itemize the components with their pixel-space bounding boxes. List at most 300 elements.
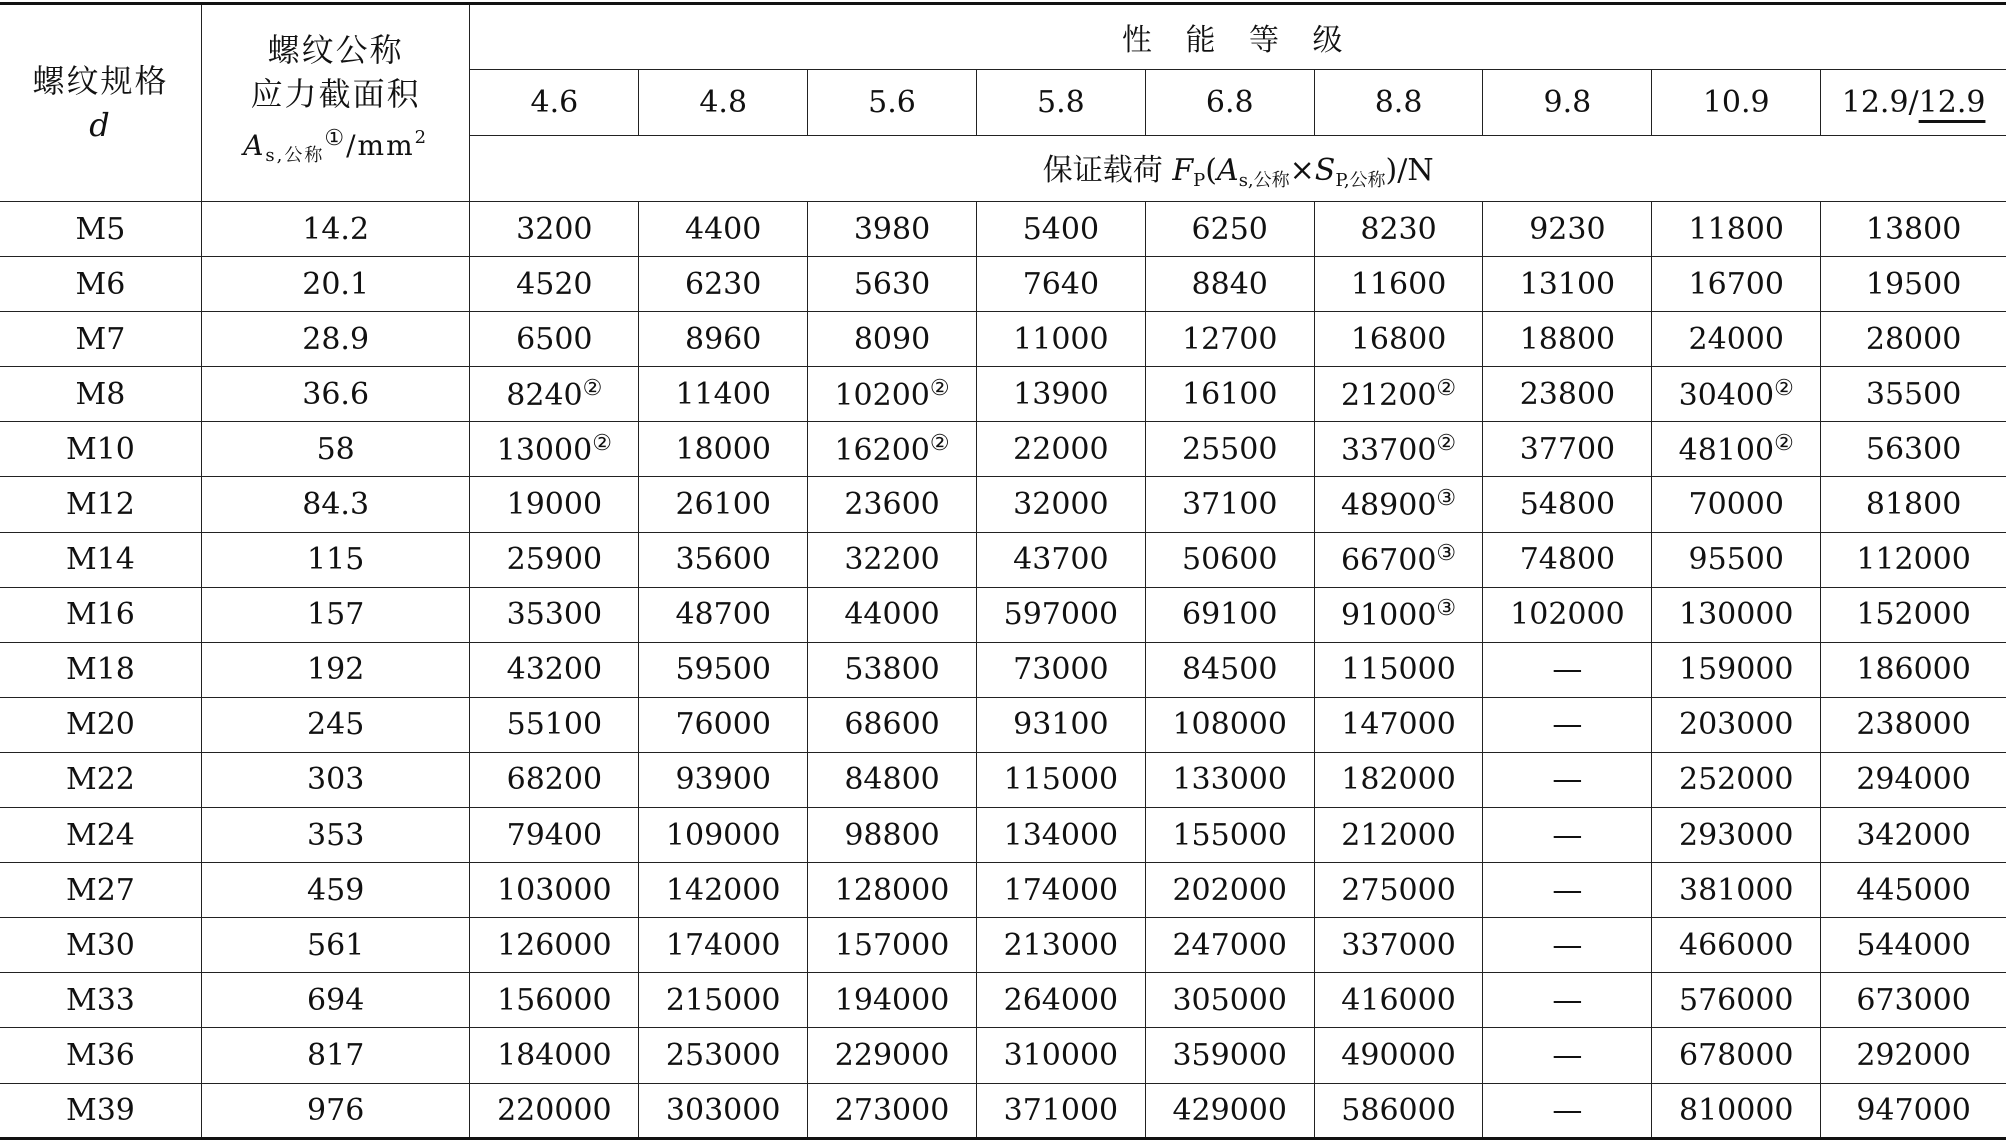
proof-load-cell — [470, 367, 639, 422]
proof-load-value: 229000 — [834, 1037, 950, 1073]
footnote-marker: ② — [1774, 430, 1794, 456]
proof-load-cell — [1483, 918, 1652, 973]
proof-load-value: 53800 — [844, 652, 940, 688]
proof-load-value: 305000 — [1172, 982, 1287, 1018]
proof-load-value: 59500 — [675, 652, 771, 688]
proof-load-value: 294000 — [1856, 762, 1971, 798]
proof-load-value: 186000 — [1856, 652, 1971, 688]
proof-load-cell — [1145, 257, 1314, 312]
proof-load-cell — [639, 257, 808, 312]
proof-load-value: 48900 — [1340, 488, 1437, 524]
proof-load-value: 212000 — [1341, 817, 1456, 853]
proof-load-cell — [639, 587, 808, 642]
proof-load-value: 13800 — [1865, 211, 1962, 247]
proof-load-cell — [1145, 1083, 1314, 1138]
table-row — [0, 477, 2006, 532]
proof-load-cell — [1483, 477, 1652, 532]
proof-load-cell — [1821, 532, 2006, 587]
proof-load-value: 3200 — [516, 211, 593, 247]
table-body — [0, 202, 2006, 1139]
proof-load-value: 21200 — [1340, 377, 1437, 413]
proof-load-cell — [1314, 1028, 1483, 1083]
proof-load-value: 252000 — [1678, 762, 1794, 798]
proof-load-cell — [470, 752, 639, 807]
proof-load-cell — [976, 1083, 1145, 1138]
proof-load-value: 68600 — [844, 707, 940, 743]
proof-load-cell — [1821, 422, 2006, 477]
proof-load-cell — [1145, 422, 1314, 477]
proof-load-cell — [639, 808, 808, 863]
stress-area-cell: 28.9 — [201, 312, 470, 367]
proof-load-value: 18000 — [675, 431, 771, 467]
proof-load-cell — [808, 752, 977, 807]
proof-load-value: 48700 — [675, 597, 771, 633]
thread-size-cell: M6 — [0, 257, 201, 312]
proof-load-cell — [470, 477, 639, 532]
proof-load-value: 359000 — [1172, 1037, 1287, 1073]
proof-load-value: — — [1552, 982, 1583, 1018]
proof-load-value: 18800 — [1519, 321, 1616, 357]
stress-area-cell: 353 — [201, 808, 470, 863]
proof-load-value: 74800 — [1519, 542, 1616, 578]
table-row — [0, 697, 2006, 752]
thread-size-cell: M22 — [0, 752, 201, 807]
proof-load-value: 8230 — [1360, 211, 1437, 247]
proof-load-cell — [976, 1028, 1145, 1083]
proof-load-cell — [1821, 587, 2006, 642]
proof-load-value: 273000 — [834, 1092, 950, 1128]
proof-load-value: 50600 — [1182, 542, 1278, 578]
proof-load-value: 4520 — [516, 266, 593, 302]
proof-load-value: 247000 — [1172, 927, 1287, 963]
proof-load-cell — [1314, 918, 1483, 973]
proof-load-value: — — [1552, 872, 1583, 908]
proof-load-cell — [1145, 752, 1314, 807]
proof-load-cell — [639, 532, 808, 587]
proof-load-cell — [976, 587, 1145, 642]
proof-load-value: 416000 — [1341, 982, 1456, 1018]
proof-load-value: 194000 — [834, 982, 950, 1018]
proof-load-value: 84800 — [844, 762, 940, 798]
proof-load-value: 4400 — [685, 211, 762, 247]
proof-load-cell — [1314, 808, 1483, 863]
proof-load-cell — [1145, 312, 1314, 367]
proof-load-cell — [1483, 532, 1652, 587]
proof-load-value: 597000 — [1003, 597, 1119, 633]
proof-load-value: 11400 — [675, 376, 771, 412]
proof-load-cell — [1145, 918, 1314, 973]
proof-load-cell — [1821, 312, 2006, 367]
table-row — [0, 312, 2006, 367]
proof-load-value: 10200 — [834, 377, 930, 413]
proof-load-value: 112000 — [1856, 542, 1971, 578]
proof-load-cell — [976, 422, 1145, 477]
proof-load-cell — [639, 367, 808, 422]
proof-load-value: 275000 — [1341, 872, 1456, 908]
thread-size-cell: M39 — [0, 1083, 201, 1138]
proof-load-value: — — [1552, 927, 1583, 963]
proof-load-value: 37700 — [1519, 431, 1616, 467]
proof-load-cell — [1821, 808, 2006, 863]
proof-load-value: 466000 — [1678, 927, 1794, 963]
proof-load-cell — [1483, 697, 1652, 752]
proof-load-value: 157000 — [834, 927, 950, 963]
stress-area-symbol: $A_{s,公称}^①/mm^2$ — [243, 126, 429, 166]
proof-load-cell — [808, 973, 977, 1028]
grade-4-8: 4.8 — [639, 70, 808, 136]
stress-area-cell: 192 — [201, 642, 470, 697]
proof-load-value: 93100 — [1013, 707, 1109, 743]
proof-load-value: 79400 — [506, 817, 603, 853]
grade-12-9: 12.9/12.9 — [1821, 70, 2006, 136]
proof-load-value: 35300 — [506, 597, 603, 633]
thread-size-cell: M36 — [0, 1028, 201, 1083]
proof-load-cell — [1652, 532, 1821, 587]
proof-load-value: 8840 — [1191, 266, 1268, 302]
proof-load-value: 23600 — [844, 487, 940, 523]
footnote-marker: ③ — [1436, 541, 1457, 567]
table-row — [0, 367, 2006, 422]
proof-load-cell — [1652, 808, 1821, 863]
stress-area-label-2: 应力截面积 — [250, 75, 421, 113]
proof-load-cell — [1821, 973, 2006, 1028]
thread-size-cell: M30 — [0, 918, 201, 973]
proof-load-cell — [1483, 587, 1652, 642]
proof-load-cell — [1483, 808, 1652, 863]
proof-load-value: 174000 — [665, 927, 781, 963]
stress-area-cell: 14.2 — [201, 202, 470, 257]
proof-load-cell — [1652, 863, 1821, 918]
proof-load-cell — [1652, 752, 1821, 807]
proof-load-value: 66700 — [1340, 543, 1437, 579]
proof-load-value: 213000 — [1003, 927, 1119, 963]
proof-load-value: 93900 — [675, 762, 771, 798]
proof-load-value: 133000 — [1172, 762, 1287, 798]
proof-load-cell — [1314, 422, 1483, 477]
proof-load-cell — [639, 1028, 808, 1083]
table-row — [0, 918, 2006, 973]
proof-load-cell — [1652, 312, 1821, 367]
stress-area-cell: 20.1 — [201, 257, 470, 312]
proof-load-value: — — [1552, 1092, 1583, 1128]
proof-load-value: 24000 — [1688, 321, 1784, 357]
proof-load-value: 16700 — [1688, 266, 1784, 302]
proof-load-value: 156000 — [497, 982, 612, 1018]
stress-area-cell: 561 — [201, 918, 470, 973]
proof-load-value: 44000 — [844, 597, 940, 633]
proof-load-cell — [1821, 752, 2006, 807]
proof-load-cell — [976, 808, 1145, 863]
table-row — [0, 863, 2006, 918]
proof-load-value: 35500 — [1865, 376, 1962, 412]
grade-title: 性 能 等 级 — [470, 4, 2006, 70]
proof-load-value: 147000 — [1341, 707, 1456, 743]
proof-load-cell — [470, 918, 639, 973]
stress-area-header — [201, 4, 470, 202]
proof-load-cell — [1821, 202, 2006, 257]
proof-load-value: 76000 — [675, 707, 771, 743]
proof-load-cell — [470, 312, 639, 367]
proof-load-cell — [808, 1028, 977, 1083]
proof-load-cell — [1483, 973, 1652, 1028]
proof-load-cell — [639, 973, 808, 1028]
proof-load-caption: 保证载荷 $F_P(A_{s,公称}\times S_{P,公称})/N$ — [470, 136, 2006, 202]
proof-load-value: 220000 — [497, 1092, 612, 1128]
proof-load-cell — [1145, 642, 1314, 697]
proof-load-value: 11000 — [1013, 321, 1109, 357]
grade-8-8: 8.8 — [1314, 70, 1483, 136]
proof-load-value: 810000 — [1678, 1092, 1794, 1128]
proof-load-cell — [976, 752, 1145, 807]
proof-load-value: 43700 — [1013, 542, 1109, 578]
proof-load-value: 128000 — [834, 872, 950, 908]
proof-load-value: 54800 — [1519, 487, 1616, 523]
proof-load-cell — [470, 422, 639, 477]
thread-size-cell: M20 — [0, 697, 201, 752]
proof-load-value: 19000 — [506, 487, 603, 523]
proof-load-cell — [976, 697, 1145, 752]
proof-load-cell — [639, 697, 808, 752]
proof-load-cell — [1145, 697, 1314, 752]
proof-load-cell — [1314, 477, 1483, 532]
proof-load-value: 48100 — [1678, 432, 1775, 468]
footnote-marker: ② — [1436, 430, 1457, 456]
table-row — [0, 642, 2006, 697]
proof-load-value: 33700 — [1340, 432, 1437, 468]
thread-size-cell: M16 — [0, 587, 201, 642]
proof-load-table — [0, 2, 2006, 1140]
proof-load-value: 337000 — [1341, 927, 1456, 963]
proof-load-value: 310000 — [1003, 1037, 1119, 1073]
proof-load-cell — [808, 477, 977, 532]
stress-area-cell: 157 — [201, 587, 470, 642]
proof-load-cell — [1821, 918, 2006, 973]
proof-load-cell — [1483, 257, 1652, 312]
footnote-marker: ② — [582, 375, 603, 401]
proof-load-cell — [639, 642, 808, 697]
proof-load-cell — [1145, 477, 1314, 532]
proof-load-value: 11600 — [1350, 266, 1447, 302]
proof-load-cell — [1821, 477, 2006, 532]
proof-load-cell — [808, 587, 977, 642]
proof-load-cell — [976, 642, 1145, 697]
proof-load-cell — [470, 587, 639, 642]
proof-load-value: 202000 — [1172, 872, 1287, 908]
proof-load-cell — [1483, 1083, 1652, 1138]
proof-load-cell — [976, 532, 1145, 587]
proof-load-value: 586000 — [1341, 1092, 1456, 1128]
proof-load-cell — [470, 1028, 639, 1083]
proof-load-value: 103000 — [497, 872, 612, 908]
proof-load-value: 16100 — [1182, 376, 1278, 412]
proof-load-value: 13100 — [1519, 266, 1616, 302]
proof-load-value: 155000 — [1172, 817, 1287, 853]
proof-load-cell — [1314, 752, 1483, 807]
proof-load-value: 19500 — [1865, 266, 1962, 302]
proof-load-value: 32200 — [844, 542, 940, 578]
proof-load-value: 264000 — [1003, 982, 1119, 1018]
footnote-marker: ② — [929, 430, 950, 456]
proof-load-cell — [976, 367, 1145, 422]
proof-load-cell — [808, 918, 977, 973]
stress-area-cell: 976 — [201, 1083, 470, 1138]
proof-load-cell — [1314, 257, 1483, 312]
proof-load-value: — — [1552, 1037, 1583, 1073]
proof-load-cell — [1652, 367, 1821, 422]
proof-load-value: 8240 — [506, 377, 583, 413]
thread-size-cell: M24 — [0, 808, 201, 863]
proof-load-value: 576000 — [1678, 982, 1794, 1018]
proof-load-cell — [639, 312, 808, 367]
proof-load-cell — [1314, 202, 1483, 257]
stress-area-cell: 303 — [201, 752, 470, 807]
proof-load-value: 95500 — [1688, 542, 1784, 578]
proof-load-value: 25500 — [1182, 431, 1278, 467]
proof-load-cell — [1652, 973, 1821, 1028]
proof-load-cell — [1483, 863, 1652, 918]
thread-size-cell: M33 — [0, 973, 201, 1028]
proof-load-value: 26100 — [675, 487, 771, 523]
proof-load-value: 159000 — [1678, 652, 1794, 688]
proof-load-cell — [1145, 367, 1314, 422]
proof-load-value: 69100 — [1182, 597, 1278, 633]
proof-load-cell — [470, 642, 639, 697]
thread-spec-symbol: d — [89, 106, 112, 144]
grade-6-8: 6.8 — [1145, 70, 1314, 136]
proof-load-cell — [470, 257, 639, 312]
proof-load-cell — [1821, 367, 2006, 422]
proof-load-cell — [1652, 477, 1821, 532]
proof-load-cell — [1145, 973, 1314, 1028]
proof-load-cell — [1483, 422, 1652, 477]
proof-load-cell — [808, 257, 977, 312]
proof-load-value: 429000 — [1172, 1092, 1287, 1128]
footnote-marker: ③ — [1436, 596, 1457, 622]
proof-load-value: 28000 — [1865, 321, 1962, 357]
proof-load-cell — [976, 202, 1145, 257]
proof-load-value: 371000 — [1003, 1092, 1119, 1128]
proof-load-cell — [470, 697, 639, 752]
proof-load-value: 22000 — [1013, 431, 1109, 467]
proof-load-value: — — [1552, 652, 1583, 688]
grade-5-8: 5.8 — [976, 70, 1145, 136]
proof-load-cell — [1483, 367, 1652, 422]
proof-load-value: 142000 — [665, 872, 781, 908]
proof-load-cell — [1145, 808, 1314, 863]
table-row — [0, 973, 2006, 1028]
table-row — [0, 257, 2006, 312]
proof-load-cell — [639, 1083, 808, 1138]
proof-load-cell — [808, 367, 977, 422]
proof-load-value: 37100 — [1182, 487, 1278, 523]
proof-load-cell — [639, 422, 808, 477]
proof-load-cell — [639, 477, 808, 532]
grade-10-9: 10.9 — [1652, 70, 1821, 136]
proof-load-cell — [1821, 1028, 2006, 1083]
thread-spec-label: 螺纹规格 — [32, 62, 169, 100]
proof-load-cell — [808, 532, 977, 587]
proof-load-value: 126000 — [497, 927, 612, 963]
proof-load-cell — [1314, 587, 1483, 642]
proof-load-value: 25900 — [506, 542, 603, 578]
proof-load-cell — [1314, 1083, 1483, 1138]
proof-load-cell — [1821, 863, 2006, 918]
table-row — [0, 1083, 2006, 1138]
proof-load-value: 152000 — [1856, 597, 1971, 633]
proof-load-cell — [1821, 257, 2006, 312]
proof-load-value: 5400 — [1022, 211, 1100, 247]
proof-load-value: 11800 — [1688, 211, 1784, 247]
proof-load-value: 342000 — [1856, 817, 1971, 853]
proof-load-cell — [1145, 202, 1314, 257]
proof-load-value: 23800 — [1519, 376, 1616, 412]
proof-load-cell — [976, 973, 1145, 1028]
proof-load-value: 68200 — [506, 762, 603, 798]
proof-load-cell — [1821, 1083, 2006, 1138]
proof-load-value: 174000 — [1003, 872, 1119, 908]
proof-load-value: 445000 — [1856, 872, 1971, 908]
proof-load-value: 673000 — [1856, 982, 1971, 1018]
thread-spec-header — [0, 4, 201, 202]
stress-area-cell: 115 — [201, 532, 470, 587]
proof-load-value: 7640 — [1022, 266, 1100, 302]
proof-load-value: 253000 — [665, 1037, 781, 1073]
proof-load-value: 108000 — [1172, 707, 1287, 743]
proof-load-cell — [808, 1083, 977, 1138]
proof-load-value: 32000 — [1013, 487, 1109, 523]
proof-load-cell — [470, 808, 639, 863]
proof-load-cell — [639, 863, 808, 918]
stress-area-cell: 694 — [201, 973, 470, 1028]
proof-load-cell — [1652, 587, 1821, 642]
proof-load-cell — [1145, 532, 1314, 587]
proof-load-cell — [639, 918, 808, 973]
proof-load-value: 13000 — [496, 432, 593, 468]
proof-load-value: 130000 — [1678, 597, 1794, 633]
proof-load-value: 6500 — [516, 321, 593, 357]
proof-load-cell — [470, 863, 639, 918]
proof-load-cell — [1652, 1083, 1821, 1138]
proof-load-cell — [1483, 312, 1652, 367]
proof-load-cell — [1314, 532, 1483, 587]
proof-load-value: 13900 — [1013, 376, 1109, 412]
table-row — [0, 808, 2006, 863]
proof-load-value: 678000 — [1678, 1037, 1794, 1073]
proof-load-cell — [1652, 422, 1821, 477]
proof-load-value: 35600 — [675, 542, 771, 578]
proof-load-value: 215000 — [665, 982, 781, 1018]
stress-area-cell: 84.3 — [201, 477, 470, 532]
proof-load-cell — [1314, 863, 1483, 918]
proof-load-value: 381000 — [1678, 872, 1794, 908]
proof-load-value: 84500 — [1182, 652, 1278, 688]
stress-area-cell: 245 — [201, 697, 470, 752]
proof-load-cell — [1145, 587, 1314, 642]
grade-4-6: 4.6 — [470, 70, 639, 136]
proof-load-cell — [1314, 973, 1483, 1028]
stress-area-cell: 817 — [201, 1028, 470, 1083]
grade-9-8: 9.8 — [1483, 70, 1652, 136]
proof-load-value: 292000 — [1856, 1037, 1971, 1073]
proof-load-value: 8090 — [853, 321, 931, 357]
proof-load-value: 81800 — [1865, 487, 1962, 523]
proof-load-cell — [1145, 863, 1314, 918]
stress-area-label-1: 螺纹公称 — [267, 31, 404, 69]
proof-load-cell — [976, 257, 1145, 312]
proof-load-value: 8960 — [685, 321, 762, 357]
proof-load-cell — [1652, 697, 1821, 752]
proof-load-cell — [1314, 697, 1483, 752]
